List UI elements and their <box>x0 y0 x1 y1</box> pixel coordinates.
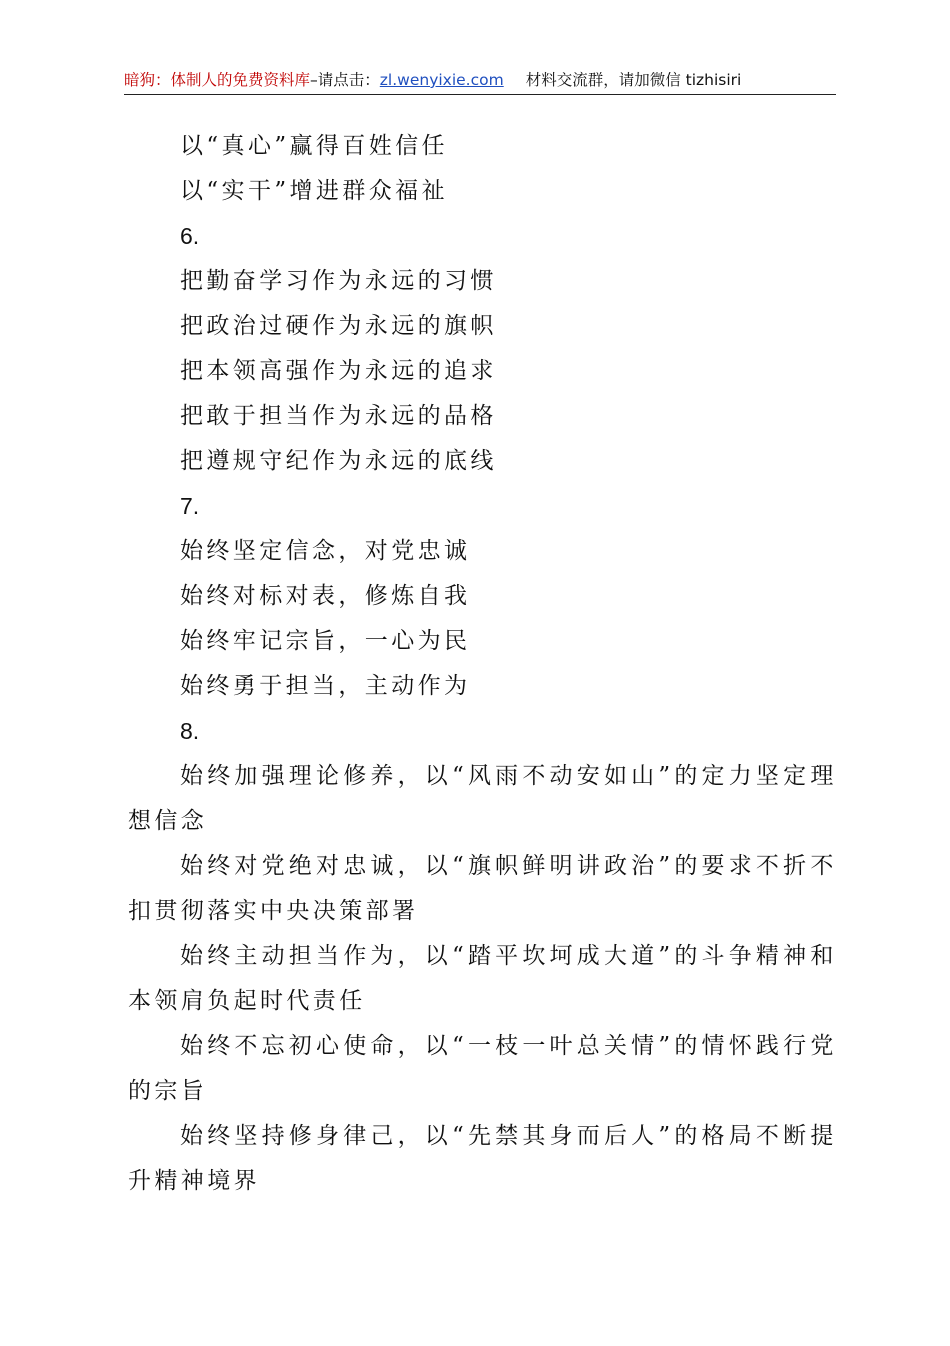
page-header <box>124 70 836 95</box>
text-line: 始终坚定信念，对党忠诚 <box>180 538 471 564</box>
text-line: 把勤奋学习作为永远的习惯 <box>180 268 497 294</box>
section-number: 8. <box>180 718 200 744</box>
text-line: 始终牢记宗旨，一心为民 <box>180 628 471 654</box>
text-line: 把本领高强作为永远的追求 <box>180 358 497 384</box>
section-number: 7. <box>180 493 200 519</box>
header-wechat-note: 材料交流群，请加微信 tizhisiri <box>525 71 742 89</box>
document-body <box>0 124 950 1204</box>
paragraph-continuation: 本领肩负起时代责任 <box>128 988 366 1014</box>
paragraph-line: 始终坚持修身律己，以“先禁其身而后人”的格局不断提 <box>180 1123 838 1149</box>
text-line: 以“真心”赢得百姓信任 <box>180 133 448 159</box>
paragraph-continuation: 想信念 <box>128 808 208 834</box>
paragraph-continuation: 升精神境界 <box>128 1168 260 1194</box>
paragraph-line: 始终对党绝对忠诚，以“旗帜鲜明讲政治”的要求不折不 <box>180 853 838 879</box>
header-click-prompt: –请点击： <box>310 71 380 89</box>
text-line: 把政治过硬作为永远的旗帜 <box>180 313 497 339</box>
paragraph-line: 始终加强理论修养，以“风雨不动安如山”的定力坚定理 <box>180 763 838 789</box>
paragraph-continuation: 扣贯彻落实中央决策部署 <box>128 898 419 924</box>
header-link[interactable]: zl.wenyixie.com <box>379 71 504 89</box>
text-line: 把敢于担当作为永远的品格 <box>180 403 497 429</box>
text-line: 把遵规守纪作为永远的底线 <box>180 448 497 474</box>
paragraph-line: 始终不忘初心使命，以“一枝一叶总关情”的情怀践行党 <box>180 1033 838 1059</box>
text-line: 始终对标对表，修炼自我 <box>180 583 471 609</box>
text-line: 始终勇于担当，主动作为 <box>180 673 471 699</box>
paragraph-continuation: 的宗旨 <box>128 1078 208 1104</box>
header-site-name: 暗狗：体制人的免费资料库 <box>124 71 311 89</box>
paragraph-line: 始终主动担当作为，以“踏平坎坷成大道”的斗争精神和 <box>180 943 838 969</box>
text-line: 以“实干”增进群众福祉 <box>180 178 448 204</box>
section-number: 6. <box>180 223 200 249</box>
